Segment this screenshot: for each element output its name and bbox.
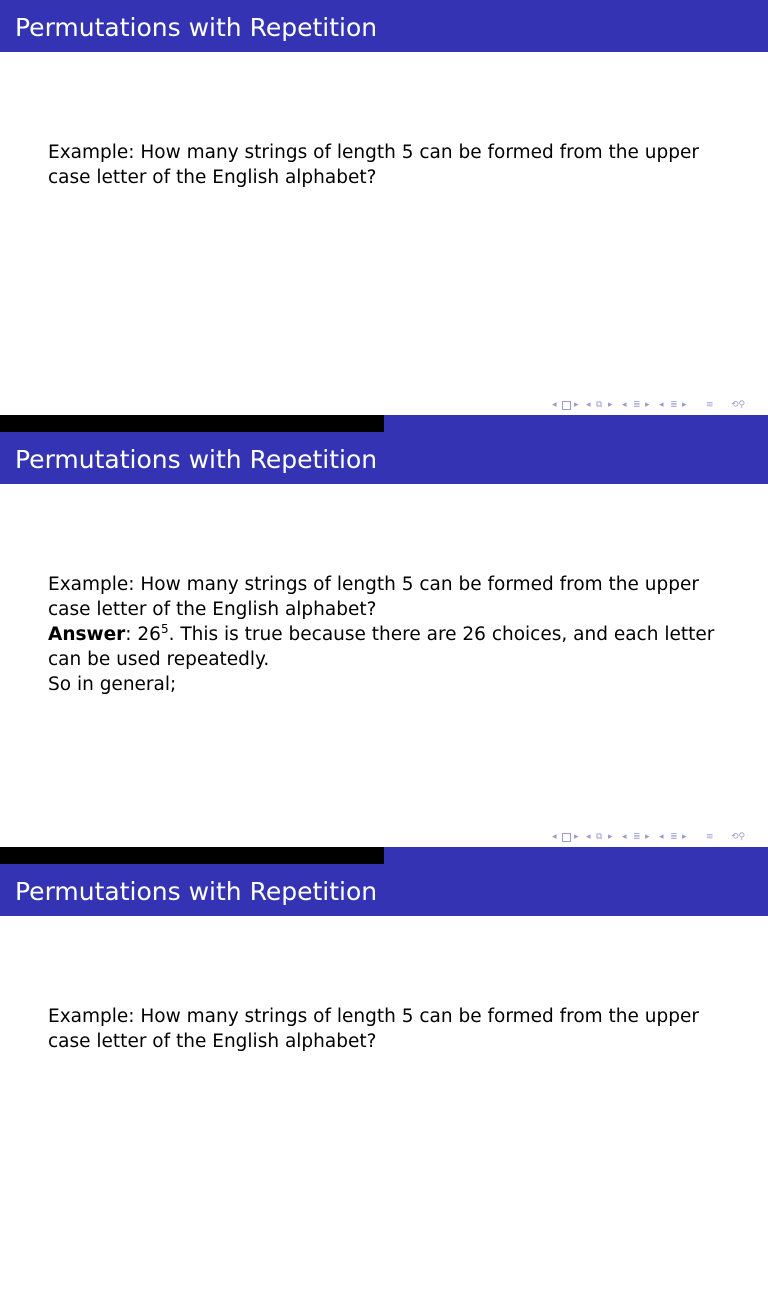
- slide-body: [48, 1004, 718, 1054]
- nav-right-arrow-icon[interactable]: ▸: [574, 400, 579, 410]
- nav-right-arrow-icon[interactable]: ▸: [682, 832, 687, 842]
- slide-title: Permutations with Repetition: [15, 13, 378, 42]
- section-icon[interactable]: ≣: [633, 832, 641, 842]
- subsection-icon[interactable]: ⧉: [596, 400, 603, 410]
- beamer-navigation-bar: [550, 830, 764, 844]
- frame-icon[interactable]: [562, 833, 571, 842]
- answer-label: Answer: [48, 624, 126, 645]
- frame-icon[interactable]: [562, 401, 571, 410]
- slide-separator-black: [0, 847, 384, 864]
- section-icon[interactable]: ≣: [670, 832, 678, 842]
- slide-3: [0, 864, 768, 1296]
- nav-left-arrow-icon[interactable]: ◂: [552, 400, 557, 410]
- example-text: Example: How many strings of length 5 can be formed from the upper case letter of the English alphabet?: [48, 142, 699, 188]
- answer-colon: :: [125, 624, 138, 645]
- slide-title: Permutations with Repetition: [15, 445, 378, 474]
- nav-left-arrow-icon[interactable]: ◂: [659, 832, 664, 842]
- slide-body: [48, 572, 718, 697]
- example-text: Example: How many strings of length 5 can be formed from the upper case letter of the English alphabet?: [48, 574, 699, 620]
- align-icon[interactable]: ≡: [706, 832, 714, 842]
- answer-rest: . This is true because there are 26 choices, and each letter can be used repeatedly.: [48, 624, 715, 670]
- slide-title: Permutations with Repetition: [15, 877, 378, 906]
- slide-1: [0, 0, 768, 432]
- nav-right-arrow-icon[interactable]: ▸: [645, 400, 650, 410]
- slide-body: [48, 140, 718, 190]
- nav-right-arrow-icon[interactable]: ▸: [608, 832, 613, 842]
- search-icon[interactable]: ⟲⚲: [731, 832, 746, 842]
- example-text: Example: How many strings of length 5 can be formed from the upper case letter of the English alphabet?: [48, 1006, 699, 1052]
- answer-exponent: 5: [160, 622, 169, 636]
- subsection-icon[interactable]: ⧉: [596, 832, 603, 842]
- slide-separator-blue: [384, 847, 768, 864]
- nav-right-arrow-icon[interactable]: ▸: [682, 400, 687, 410]
- search-icon[interactable]: ⟲⚲: [731, 400, 746, 410]
- slide-separator-blue: [384, 415, 768, 432]
- beamer-navigation-bar: [550, 398, 764, 412]
- nav-left-arrow-icon[interactable]: ◂: [552, 832, 557, 842]
- nav-left-arrow-icon[interactable]: ◂: [586, 832, 591, 842]
- nav-left-arrow-icon[interactable]: ◂: [622, 832, 627, 842]
- slide-header-bar: [0, 864, 768, 916]
- slide-header-bar: [0, 0, 768, 52]
- answer-base: 26: [137, 624, 161, 645]
- section-icon[interactable]: ≣: [633, 400, 641, 410]
- nav-left-arrow-icon[interactable]: ◂: [622, 400, 627, 410]
- slide-separator-black: [0, 415, 384, 432]
- align-icon[interactable]: ≡: [706, 400, 714, 410]
- nav-right-arrow-icon[interactable]: ▸: [645, 832, 650, 842]
- so-in-general-text: So in general;: [48, 674, 177, 695]
- section-icon[interactable]: ≣: [670, 400, 678, 410]
- nav-right-arrow-icon[interactable]: ▸: [608, 400, 613, 410]
- answer-paragraph: [48, 622, 718, 672]
- slide-header-bar: [0, 432, 768, 484]
- slide-2: [0, 432, 768, 864]
- nav-left-arrow-icon[interactable]: ◂: [659, 400, 664, 410]
- nav-right-arrow-icon[interactable]: ▸: [574, 832, 579, 842]
- nav-left-arrow-icon[interactable]: ◂: [586, 400, 591, 410]
